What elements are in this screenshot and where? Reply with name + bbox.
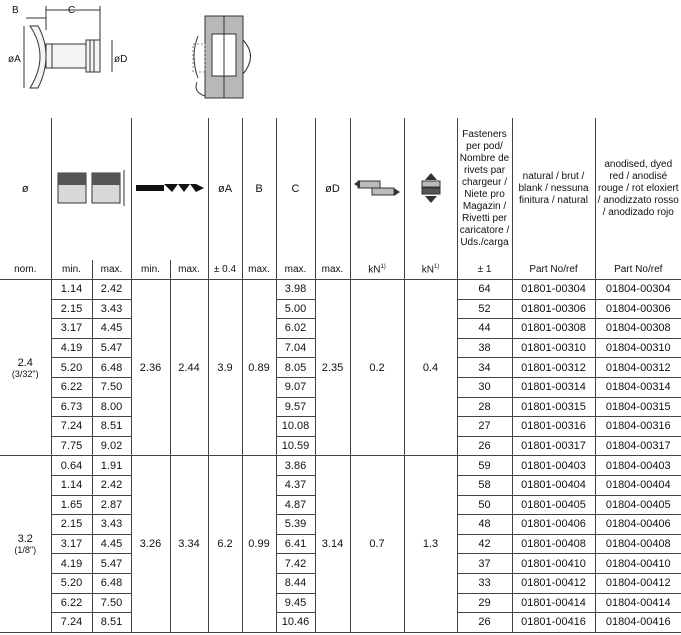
natural-part-cell: 01801-00314 — [512, 377, 595, 397]
length-cell: 3.98 — [276, 280, 315, 300]
unit-tensile: $kN^{1)}$ — [404, 260, 457, 280]
tensile-cell: 0.4 — [404, 280, 457, 456]
nominal-diameter: 3.2 — [17, 533, 33, 546]
length-cell: 7.42 — [276, 554, 315, 574]
unit-grip-max: max. — [92, 260, 131, 280]
natural-part-cell: 01801-00312 — [512, 358, 595, 378]
natural-part-cell: 01801-00416 — [512, 613, 595, 633]
grip-max-cell: 2.42 — [92, 280, 131, 300]
anodised-part-cell: 01804-00304 — [595, 280, 681, 300]
grip-max-cell: 7.50 — [92, 377, 131, 397]
header-length: C — [276, 118, 315, 260]
header-head-diameter: øA — [208, 118, 242, 260]
quantity-cell: 64 — [457, 280, 512, 300]
specification-table — [0, 118, 681, 633]
grip-max-cell: 8.51 — [92, 417, 131, 437]
quantity-cell: 59 — [457, 456, 512, 476]
natural-part-cell: 01801-00306 — [512, 299, 595, 319]
anodised-part-cell: 01804-00312 — [595, 358, 681, 378]
shear-load-icon — [352, 177, 402, 199]
anodised-part-cell: 01804-00410 — [595, 554, 681, 574]
quantity-cell: 34 — [457, 358, 512, 378]
anodised-part-cell: 01804-00416 — [595, 613, 681, 633]
shank-diameter-cell: 2.35 — [315, 280, 350, 456]
dimension-label-d: øD — [114, 54, 128, 65]
nominal-diameter-inch: (1/8") — [14, 545, 37, 556]
grip-min-cell: 3.17 — [51, 534, 92, 554]
unit-count: ± 1 — [457, 260, 512, 280]
grip-max-cell: 5.47 — [92, 554, 131, 574]
natural-part-cell: 01801-00406 — [512, 515, 595, 535]
anodised-part-cell: 01804-00314 — [595, 377, 681, 397]
grip-min-cell: 4.19 — [51, 338, 92, 358]
header-shear — [350, 118, 404, 260]
drill-max-cell: 2.44 — [170, 280, 208, 456]
grip-max-cell: 8.00 — [92, 397, 131, 417]
quantity-cell: 30 — [457, 377, 512, 397]
anodised-part-cell: 01804-00405 — [595, 495, 681, 515]
shank-diameter-cell: 3.14 — [315, 456, 350, 632]
grip-max-cell: 9.02 — [92, 436, 131, 456]
quantity-cell: 52 — [457, 299, 512, 319]
length-cell: 10.59 — [276, 436, 315, 456]
quantity-cell: 26 — [457, 613, 512, 633]
grip-max-cell: 8.51 — [92, 613, 131, 633]
drill-min-cell: 2.36 — [131, 280, 170, 456]
header-diameter: ø — [0, 118, 51, 260]
drill-min-cell: 3.26 — [131, 456, 170, 632]
anodised-part-cell: 01804-00308 — [595, 319, 681, 339]
grip-min-cell: 6.22 — [51, 377, 92, 397]
header-fasteners-per-pod: Fasteners per pod/ Nombre de rivets par chargeur / Niete pro Magazin / Rivetti per caricatore / Uds./carga — [457, 118, 512, 260]
anodised-part-cell: 01804-00404 — [595, 475, 681, 495]
length-cell: 9.45 — [276, 593, 315, 613]
units-row — [0, 260, 681, 280]
grip-max-cell: 2.42 — [92, 475, 131, 495]
quantity-cell: 37 — [457, 554, 512, 574]
grip-max-cell: 3.43 — [92, 299, 131, 319]
grip-min-cell: 1.65 — [51, 495, 92, 515]
grip-max-cell: 6.48 — [92, 358, 131, 378]
natural-part-cell: 01801-00403 — [512, 456, 595, 476]
unit-d-max: max. — [315, 260, 350, 280]
quantity-cell: 44 — [457, 319, 512, 339]
length-cell: 6.41 — [276, 534, 315, 554]
grip-min-cell: 7.24 — [51, 417, 92, 437]
grip-min-cell: 6.73 — [51, 397, 92, 417]
length-cell: 6.02 — [276, 319, 315, 339]
unit-nominal: nom. — [0, 260, 51, 280]
dimension-label-a: øA — [8, 54, 21, 65]
unit-drill-max: max. — [170, 260, 208, 280]
head-height-cell: 0.89 — [242, 280, 276, 456]
grip-min-cell: 5.20 — [51, 358, 92, 378]
anodised-part-cell: 01804-00306 — [595, 299, 681, 319]
head-diameter-cell: 6.2 — [208, 456, 242, 632]
grip-max-cell: 4.45 — [92, 319, 131, 339]
drill-bit-icon — [134, 178, 206, 198]
natural-part-cell: 01801-00310 — [512, 338, 595, 358]
grip-min-cell: 1.14 — [51, 280, 92, 300]
grip-min-cell: 6.22 — [51, 593, 92, 613]
table-row — [0, 280, 681, 300]
grip-min-cell: 0.64 — [51, 456, 92, 476]
unit-drill-min: min. — [131, 260, 170, 280]
nominal-diameter: 2.4 — [17, 356, 33, 369]
nominal-diameter-inch: (3/32") — [11, 368, 39, 379]
header-grip-range — [51, 118, 131, 260]
unit-anodised-ref: Part No/ref — [595, 260, 681, 280]
grip-max-cell: 2.87 — [92, 495, 131, 515]
header-drill — [131, 118, 208, 260]
tensile-cell: 1.3 — [404, 456, 457, 632]
grip-min-cell: 2.15 — [51, 515, 92, 535]
rivet-diagrams — [0, 0, 681, 118]
quantity-cell: 28 — [457, 397, 512, 417]
length-cell: 7.04 — [276, 338, 315, 358]
unit-tolerance-a: ± 0.4 — [208, 260, 242, 280]
natural-part-cell: 01801-00408 — [512, 534, 595, 554]
length-cell: 8.44 — [276, 573, 315, 593]
length-cell: 3.86 — [276, 456, 315, 476]
natural-part-cell: 01801-00404 — [512, 475, 595, 495]
natural-part-cell: 01801-00410 — [512, 554, 595, 574]
grip-range-icon — [56, 170, 126, 206]
unit-b-max: max. — [242, 260, 276, 280]
grip-max-cell: 1.91 — [92, 456, 131, 476]
natural-part-cell: 01801-00412 — [512, 573, 595, 593]
anodised-part-cell: 01804-00316 — [595, 417, 681, 437]
anodised-part-cell: 01804-00414 — [595, 593, 681, 613]
tensile-load-icon — [419, 171, 443, 205]
quantity-cell: 27 — [457, 417, 512, 437]
quantity-cell: 38 — [457, 338, 512, 358]
head-diameter-cell: 3.9 — [208, 280, 242, 456]
quantity-cell: 50 — [457, 495, 512, 515]
natural-part-cell: 01801-00308 — [512, 319, 595, 339]
dimension-label-b: B — [12, 5, 19, 16]
length-cell: 4.87 — [276, 495, 315, 515]
length-cell: 9.57 — [276, 397, 315, 417]
length-cell: 10.46 — [276, 613, 315, 633]
anodised-part-cell: 01804-00406 — [595, 515, 681, 535]
natural-part-cell: 01801-00316 — [512, 417, 595, 437]
header-row — [0, 118, 681, 260]
grip-min-cell: 1.14 — [51, 475, 92, 495]
grip-min-cell: 7.24 — [51, 613, 92, 633]
quantity-cell: 42 — [457, 534, 512, 554]
unit-natural-ref: Part No/ref — [512, 260, 595, 280]
dimension-label-c: C — [68, 5, 76, 16]
natural-part-cell: 01801-00414 — [512, 593, 595, 613]
length-cell: 10.08 — [276, 417, 315, 437]
natural-part-cell: 01801-00315 — [512, 397, 595, 417]
grip-min-cell: 7.75 — [51, 436, 92, 456]
length-cell: 8.05 — [276, 358, 315, 378]
natural-part-cell: 01801-00304 — [512, 280, 595, 300]
anodised-part-cell: 01804-00310 — [595, 338, 681, 358]
grip-max-cell: 3.43 — [92, 515, 131, 535]
header-anodised-finish: anodised, dyed red / anodisé rouge / rot eloxiert / anodizzato rosso / anodizado rojo — [595, 118, 681, 260]
head-height-cell: 0.99 — [242, 456, 276, 632]
rivet-installed-view — [193, 16, 251, 98]
grip-max-cell: 7.50 — [92, 593, 131, 613]
grip-min-cell: 3.17 — [51, 319, 92, 339]
quantity-cell: 48 — [457, 515, 512, 535]
nominal-diameter-cell — [0, 456, 51, 632]
unit-shear: $kN^{1)}$ — [350, 260, 404, 280]
header-tensile — [404, 118, 457, 260]
nominal-diameter-cell — [0, 280, 51, 456]
grip-max-cell: 4.45 — [92, 534, 131, 554]
grip-min-cell: 5.20 — [51, 573, 92, 593]
grip-min-cell: 2.15 — [51, 299, 92, 319]
quantity-cell: 33 — [457, 573, 512, 593]
shear-cell: 0.2 — [350, 280, 404, 456]
anodised-part-cell: 01804-00403 — [595, 456, 681, 476]
shear-cell: 0.7 — [350, 456, 404, 632]
anodised-part-cell: 01804-00412 — [595, 573, 681, 593]
length-cell: 5.39 — [276, 515, 315, 535]
header-shank-diameter: øD — [315, 118, 350, 260]
natural-part-cell: 01801-00405 — [512, 495, 595, 515]
length-cell: 9.07 — [276, 377, 315, 397]
quantity-cell: 26 — [457, 436, 512, 456]
natural-part-cell: 01801-00317 — [512, 436, 595, 456]
table-body — [0, 280, 681, 633]
grip-min-cell: 4.19 — [51, 554, 92, 574]
header-natural-finish: natural / brut / blank / nessuna finitura / natural — [512, 118, 595, 260]
anodised-part-cell: 01804-00315 — [595, 397, 681, 417]
rivet-side-view — [24, 6, 112, 88]
grip-max-cell: 6.48 — [92, 573, 131, 593]
quantity-cell: 29 — [457, 593, 512, 613]
table-row — [0, 456, 681, 476]
drill-max-cell: 3.34 — [170, 456, 208, 632]
anodised-part-cell: 01804-00408 — [595, 534, 681, 554]
header-head-height: B — [242, 118, 276, 260]
unit-c-max: max. — [276, 260, 315, 280]
length-cell: 4.37 — [276, 475, 315, 495]
grip-max-cell: 5.47 — [92, 338, 131, 358]
unit-grip-min: min. — [51, 260, 92, 280]
length-cell: 5.00 — [276, 299, 315, 319]
anodised-part-cell: 01804-00317 — [595, 436, 681, 456]
quantity-cell: 58 — [457, 475, 512, 495]
